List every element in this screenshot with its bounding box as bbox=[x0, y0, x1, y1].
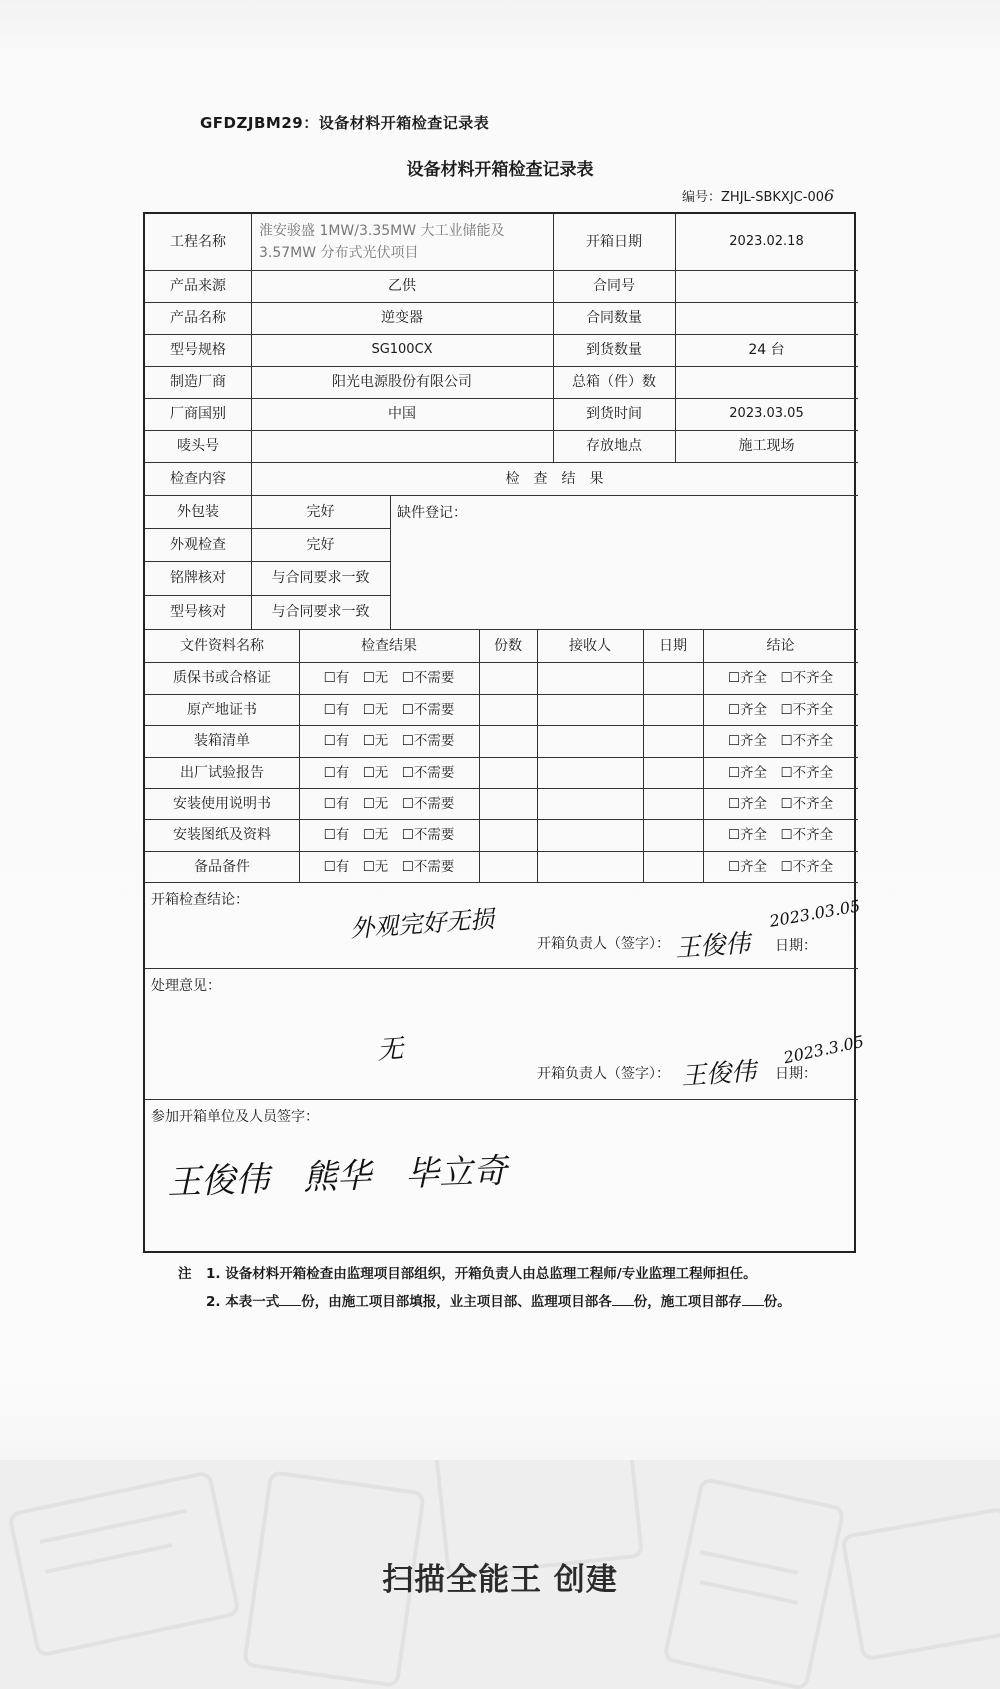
storage-label: 存放地点 bbox=[586, 438, 642, 454]
product-name-value: 逆变器 bbox=[381, 310, 423, 326]
opinion-signature: 王俊伟 bbox=[680, 1056, 758, 1091]
doc-row-check: ☐有 ☐无 ☐不需要 bbox=[323, 733, 455, 749]
brand-text: 扫描全能王 创建 bbox=[382, 1562, 618, 1598]
contract-qty-label: 合同数量 bbox=[586, 310, 642, 326]
note-line2-d: 份。 bbox=[763, 1294, 791, 1310]
mark-value bbox=[251, 430, 553, 462]
contract-no-value bbox=[675, 270, 858, 302]
inspection-row-value: 与合同要求一致 bbox=[271, 604, 370, 620]
note-prefix: 注 bbox=[178, 1266, 192, 1282]
note-line1: 1. 设备材料开箱检查由监理项目部组织，开箱负责人由总监理工程师/专业监理工程师担任。 bbox=[206, 1266, 757, 1282]
inspection-row-value: 与合同要求一致 bbox=[271, 570, 370, 586]
doc-header-copies: 份数 bbox=[494, 637, 522, 654]
doc-row-conclusion: ☐齐全 ☐不齐全 bbox=[727, 701, 834, 718]
open-date-value: 2023.02.18 bbox=[729, 234, 804, 249]
boxes-value bbox=[675, 366, 858, 398]
doc-row-name: 质保书或合格证 bbox=[173, 670, 271, 686]
conclusion-date-label: 日期： bbox=[775, 938, 817, 954]
project-label: 工程名称 bbox=[170, 234, 226, 250]
doc-row-check: ☐有 ☐无 ☐不需要 bbox=[323, 670, 455, 686]
form-number bbox=[682, 186, 834, 205]
doc-header-check: 检查结果 bbox=[361, 637, 417, 654]
inspection-row-value: 完好 bbox=[306, 536, 335, 553]
conclusion-signer-label: 开箱负责人（签字）： bbox=[537, 936, 670, 952]
arrival-time-value: 2023.03.05 bbox=[729, 406, 804, 421]
inspection-row-value: 完好 bbox=[306, 503, 335, 520]
form-number-value: ZHJL-SBKXJC-00 bbox=[721, 190, 824, 205]
project-value-line2: 3.57MW 分布式光伏项目 bbox=[259, 245, 419, 261]
inspection-row-label: 外观检查 bbox=[170, 536, 226, 553]
model-value: SG100CX bbox=[371, 342, 433, 357]
doc-row-name: 装箱清单 bbox=[194, 733, 250, 749]
country-value: 中国 bbox=[388, 406, 416, 422]
doc-row-name: 原产地证书 bbox=[187, 701, 257, 718]
arrival-time-label: 到货时间 bbox=[586, 406, 642, 422]
doc-header-date: 日期 bbox=[659, 637, 687, 654]
source-label: 产品来源 bbox=[170, 278, 226, 294]
project-value bbox=[251, 214, 553, 270]
participants-signatures: 王俊伟 熊华 毕立奇 bbox=[166, 1151, 508, 1203]
doc-row-conclusion: ☐齐全 ☐不齐全 bbox=[727, 733, 834, 749]
inspection-result-label: 检 查 结 果 bbox=[505, 470, 604, 487]
source-value: 乙供 bbox=[388, 278, 416, 294]
defect-label: 缺件登记： bbox=[397, 505, 467, 521]
doc-row-check: ☐有 ☐无 ☐不需要 bbox=[323, 858, 455, 875]
inspection-content-label: 检查内容 bbox=[170, 470, 226, 487]
doc-row-conclusion: ☐齐全 ☐不齐全 bbox=[727, 764, 834, 781]
storage-value: 施工现场 bbox=[738, 438, 795, 454]
conclusion-handwriting: 外观完好无损 bbox=[349, 905, 495, 943]
contract-no-label: 合同号 bbox=[593, 278, 635, 294]
scanner-footer bbox=[0, 1460, 1000, 1689]
opinion-handwriting: 无 bbox=[376, 1034, 405, 1066]
boxes-label: 总箱（件）数 bbox=[572, 374, 656, 390]
doc-row-conclusion: ☐齐全 ☐不齐全 bbox=[727, 827, 834, 843]
doc-row-conclusion: ☐齐全 ☐不齐全 bbox=[727, 670, 834, 686]
open-date-label: 开箱日期 bbox=[586, 234, 642, 250]
country-label: 厂商国别 bbox=[170, 406, 226, 422]
inspection-row-label: 外包装 bbox=[177, 503, 219, 520]
opinion-signer-label: 开箱负责人（签字）： bbox=[537, 1066, 670, 1082]
note-line2 bbox=[206, 1290, 791, 1310]
opinion-label: 处理意见： bbox=[151, 978, 221, 994]
form-title: 设备材料开箱检查记录表 bbox=[406, 160, 594, 180]
contract-qty-value bbox=[675, 302, 858, 334]
doc-row-name: 安装图纸及资料 bbox=[173, 827, 271, 843]
model-label: 型号规格 bbox=[170, 342, 226, 358]
note-line2-a: 2. 本表一式 bbox=[206, 1294, 280, 1310]
doc-header-receiver: 接收人 bbox=[569, 637, 611, 654]
note-line2-b: 份，由施工项目部填报，业主项目部、监理项目部各 bbox=[301, 1294, 612, 1310]
note-line2-c: 份，施工项目部存 bbox=[633, 1294, 742, 1310]
doc-row-name: 安装使用说明书 bbox=[173, 795, 271, 812]
conclusion-date: 2023.03.05 bbox=[768, 896, 862, 931]
arrival-qty-value: 24 台 bbox=[748, 342, 785, 358]
project-value-line1: 淮安骏盛 1MW/3.35MW 大工业储能及 bbox=[259, 223, 505, 239]
inspection-row-label: 型号核对 bbox=[170, 604, 226, 620]
doc-row-conclusion: ☐齐全 ☐不齐全 bbox=[727, 858, 834, 875]
maker-value: 阳光电源股份有限公司 bbox=[332, 374, 472, 390]
participants-label: 参加开箱单位及人员签字： bbox=[151, 1109, 319, 1125]
doc-row-check: ☐有 ☐无 ☐不需要 bbox=[323, 827, 455, 843]
mark-label: 唛头号 bbox=[177, 438, 219, 454]
doc-row-name: 出厂试验报告 bbox=[180, 764, 264, 781]
doc-row-name: 备品备件 bbox=[194, 858, 250, 875]
form-number-label: 编号： bbox=[682, 190, 722, 205]
arrival-qty-label: 到货数量 bbox=[586, 342, 642, 358]
doc-row-check: ☐有 ☐无 ☐不需要 bbox=[323, 764, 455, 781]
conclusion-signature: 王俊伟 bbox=[674, 928, 752, 963]
opinion-date-label: 日期： bbox=[775, 1066, 817, 1082]
opinion-date: 2023.3.05 bbox=[781, 1031, 866, 1068]
doc-header-conclusion: 结论 bbox=[766, 637, 795, 654]
doc-row-check: ☐有 ☐无 ☐不需要 bbox=[323, 701, 455, 718]
inspection-row-label: 铭牌核对 bbox=[170, 570, 226, 586]
conclusion-label: 开箱检查结论： bbox=[151, 892, 249, 908]
maker-label: 制造厂商 bbox=[170, 374, 226, 390]
product-name-label: 产品名称 bbox=[170, 310, 226, 326]
form-code: GFDZJBM29：设备材料开箱检查记录表 bbox=[200, 114, 490, 132]
form-number-hand: 6 bbox=[823, 186, 835, 205]
inspection-form bbox=[143, 212, 866, 1253]
doc-header-name: 文件资料名称 bbox=[180, 637, 264, 654]
doc-row-conclusion: ☐齐全 ☐不齐全 bbox=[727, 795, 834, 812]
doc-row-check: ☐有 ☐无 ☐不需要 bbox=[323, 795, 455, 812]
